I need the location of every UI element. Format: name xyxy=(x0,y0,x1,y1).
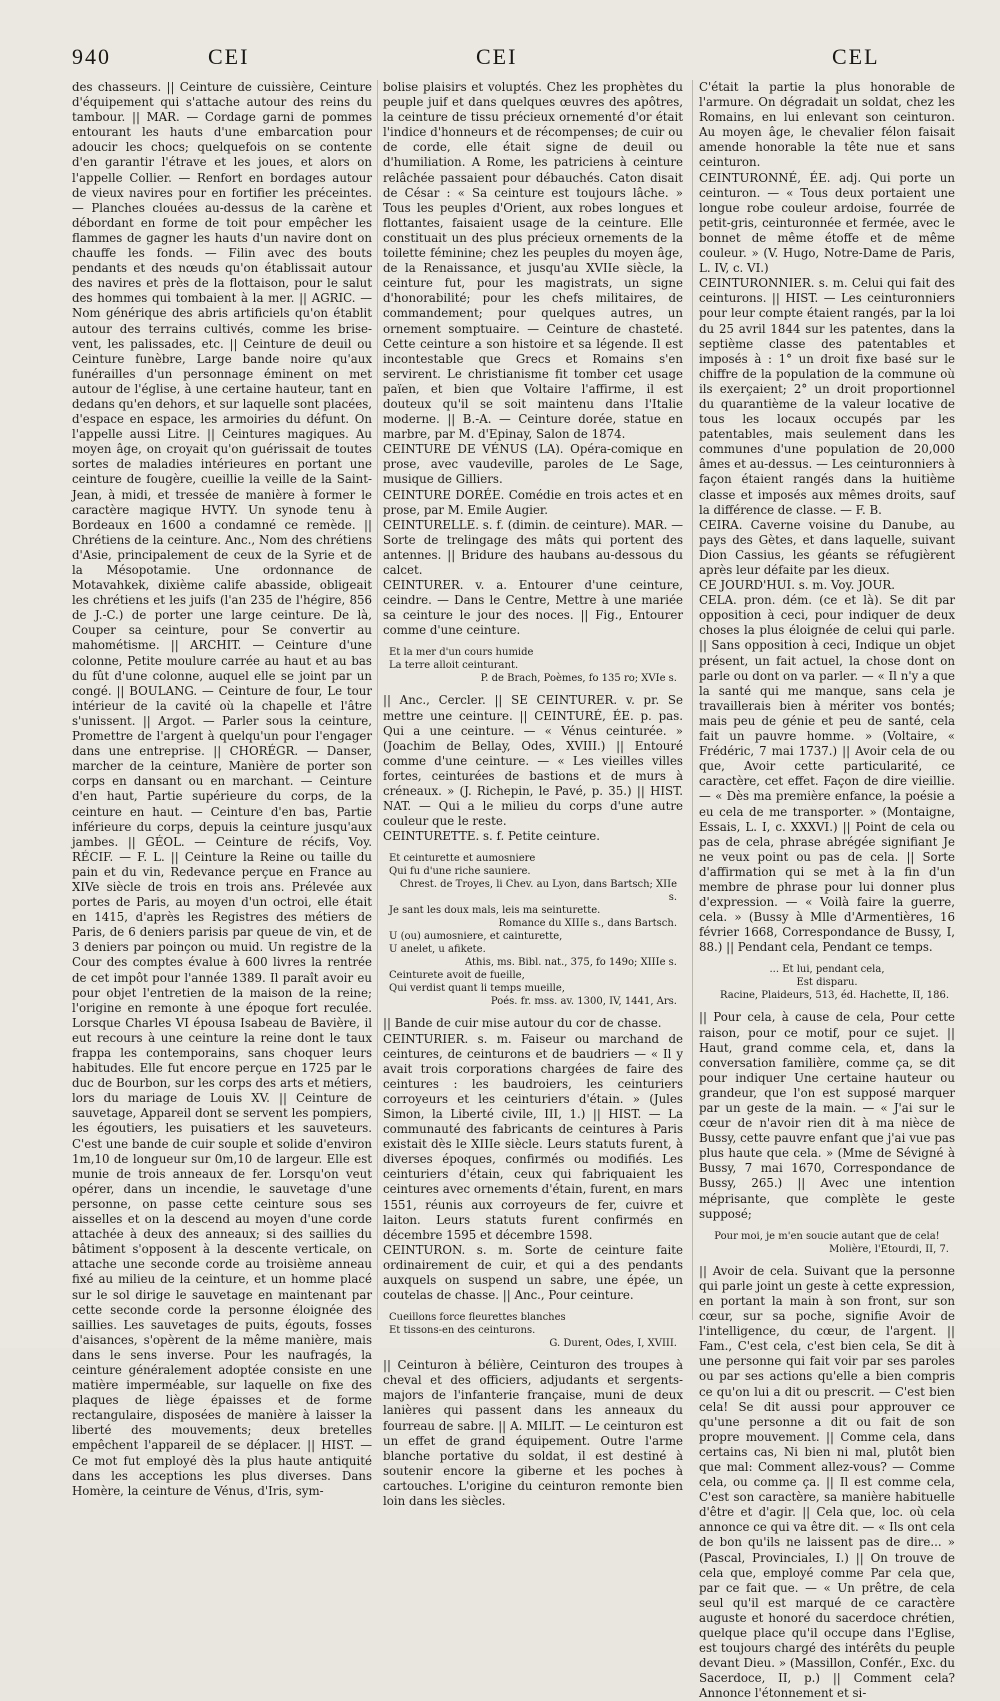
column-right xyxy=(699,80,955,1701)
entry-paragraph: || Avoir de cela. Suivant que la personne qui parle joint un geste à cette expression, en portant la main à son front, sur son cœur, sur sa poche, signifie Avoir de l'intelligence, du cœur, de l'argent. || Fam., C'est cela, c'est bien cela, Se dit à une personne qui fait voir par ses paroles ou par ses actions qu'elle a bien compris ce qu'on lui a dit ou prescrit. — C'est bien cela! Se dit aussi pour approuver ce qu'une personne a dit ou fait de son propre mouvement. || Comme cela, dans certains cas, Ni bien ni mal, plutôt bien que mal: Comment allez-vous? — Comme cela, ou comme ça. || Il est comme cela, C'est son caractère, sa manière habituelle d'être et d'agir. || Cela que, loc. où cela annonce ce qui va être dit. — « Ils ont cela de bon qu'ils ne laissent pas de dire... » (Pascal, Provinciales, I.) || On trouve de cela que, employé comme Par cela que, par ce fait que. — « Un prêtre, de cela seul qu'il est marqué de ce caractère auguste et honoré du sacerdoce chrétien, quelque place qu'il occupe dans l'Eglise, est toujours chargé des intérêts du peuple devant Dieu. » (Massillon, Confér., Exc. du Sacerdoce, II, p.) || Comment cela? Annonce l'étonnement et si- xyxy=(699,1263,955,1701)
citation-block xyxy=(699,963,955,1002)
citation-line: U (ou) aumosniere, et cainturette, xyxy=(389,931,563,943)
column-divider-right xyxy=(692,80,693,1320)
entry-ce-jourdhui: CE JOURD'HUI. s. m. Voy. JOUR. xyxy=(699,578,896,593)
citation-block xyxy=(383,852,683,1008)
entry-ceinturier: CEINTURIER. s. m. Faiseur ou marchand de ceintures, de ceinturons et de baudriers — « Il y avait trois corporations chargées de faire des ceintures : les baudroiers, les ceinturiers corroyeurs et les ceinturiers d'étain. » (Jules Simon, la Liberté civile, III, 1.) || HIST. — La communauté des fabricants de ceintures à Paris existait dès le XIIIe siècle. Leurs statuts furent, à diverses époques, confirmés ou modifiés. Les ceinturiers d'étain, ceux qui fabriquaient les ceintures avec ornements d'étain, furent, en mars 1551, réunis aux corroyeurs de fer, cuivre et laiton. Leurs statuts furent confirmés en décembre 1595 et décembre 1598. xyxy=(383,1031,683,1242)
entry-paragraph: || Pour cela, à cause de cela, Pour cette raison, pour ce motif, pour ce sujet. || Haut, grand comme cela, et, dans la conversation familière, comme ça, se dit pour indiquer Une certaine hauteur ou grandeur, que l'on est supposé marquer par un geste de la main. — « J'ai sur le cœur de n'avoir rien dit à ma nièce de Bussy, cette pauvre enfant que j'ai vue pas plus haute que cela. » (Mme de Sévigné à Bussy, 7 mai 1670, Correspondance de Bussy, 265.) || Avec une intention méprisante, que complète le geste supposé; xyxy=(699,1010,955,1221)
citation-line: Et la mer d'un cours humide xyxy=(389,647,534,659)
citation-source: Romance du XIIIe s., dans Bartsch. xyxy=(498,918,677,930)
entry-paragraph: des chasseurs. || Ceinture de cuissière, Ceinture d'équipement qui s'attache autour des reins du tambour. || MAR. — Cordage garni de pommes entourant les hauts d'une embarcation pour adoucir les chocs; quelquefois on se contente d'en garantir l'étrave et les joues, et alors on l'appelle Collier. — Renfort en bordages autour de vieux navires pour en fortifier les préceintes. — Planches clouées au-dessus de la carène et débordant en forme de toit pour empêcher les flammes de gagner les hauts d'un navire dont on chauffe les fonds. — Filin avec des bouts pendants et des nœuds qu'on établissait autour des navires et près de la flottaison, pour le salut des hommes qui tombaient à la mer. || AGRIC. — Nom générique des abris artificiels qu'on établit autour des terrains cultivés, comme les brise-vent, les palissades, etc. || Ceinture de deuil ou Ceinture funèbre, Large bande noire qu'aux funérailles d'un personnage éminent on met autour de l'église, à une certaine hauteur, tant en dedans qu'en dehors, et sur laquelle sont placées, d'espace en espace, les armoiries du défunt. On l'appelle aussi Litre. || Ceintures magiques. Au moyen âge, on croyait qu'on guérissait de toutes sortes de maladies intérieures en portant une ceinture de fougère, cueillie la veille de la Saint-Jean, à midi, et tressée de manière à former le caractère magique HVTY. Un synode tenu à Bordeaux en 1600 a condamné ce remède. || Chrétiens de la ceinture. Anc., Nom des chrétiens d'Asie, principalement de ceux de la Syrie et de la Mésopotamie. Une ordonnance de Motavahkek, dixième calife abasside, obligeait les chrétiens et les juifs (l'an 235 de l'hégire, 856 de J.-C.) de porter une large ceinture. De là, Couper sa ceinture, pour Se convertir au mahométisme. || ARCHIT. — Ceinture d'une colonne, Petite moulure carrée au haut et au bas du fût d'une colonne, auquel elle se joint par un congé. || BOULANG. — Ceinture de four, Le tour intérieur de la cavité où la chapelle et l'âtre s'unissent. || Argot. — Parler sous la ceinture, Promettre de l'argent à quelqu'un pour l'engager dans une entreprise. || CHORÉGR. — Danser, marcher de la ceinture, Manière de porter son corps en dansant ou en marchant. — Ceinture d'en haut, Partie supérieure du corps, de la ceinture en haut. — Ceinture d'en bas, Partie inférieure du corps, depuis la ceinture jusqu'aux jambes. || GÉOL. — Ceinture de récifs, Voy. RÉCIF. — F. L. || Ceinture la Reine ou taille du pain et du vin, Redevance perçue en France au XIVe siècle de trois en trois ans. Prélevée aux portes de Paris, au moyen d'un octroi, elle était en 1415, d'après les Registres des métiers de Paris, de 6 deniers parisis par queue de vin, et de 3 deniers par poinçon ou muid. Un registre de la Cour des comptes évalue à 600 livres la rentrée de cet impôt pour l'année 1389. Il paraît avoir eu pour objet l'entretien de la maison de la reine; l'origine en remonte à une époque fort reculée. Lorsque Charles VI épousa Isabeau de Bavière, il eut recours à une ceinture la reine dont le taux frappa les contemporains, sans choquer leurs habitudes. Elle fut encore perçue en 1725 par le duc de Bourbon, sur les corps des arts et métiers, lors du mariage de Louis XV. || Ceinture de sauvetage, Appareil dont se servent les pompiers, les égoutiers, les puisatiers et les sauveteurs. C'est une bande de cuir souple et solide d'environ 1m,10 de longueur sur 0m,10 de largeur. Elle est munie de trois anneaux de fer. Lorsqu'on veut opérer, dans un incendie, le sauvetage d'une personne, on passe cette ceinture sous ses aisselles et on la descend au moyen d'une corde attachée à deux des anneaux; si des saillies du bâtiment s'opposent à la descente verticale, on attache une seconde corde au troisième anneau fixé au milieu de la ceinture, et un homme placé sur le sol dirige le sauvetage en maintenant par cette seconde corde la personne éloignée des saillies. Les sauvetages de puits, égouts, fosses d'aisances, s'opèrent de la même manière, mais dans le sens inverse. Pour les naufragés, la ceinture généralement adoptée consiste en une matière imperméable, sur laquelle on fixe des plaques de liège épaisses et de forme rectangulaire, disposées de manière à laisser la liberté des mouvements; deux bretelles empêchent l'appareil de se déplacer. || HIST. — Ce mot fut employé dès la plus haute antiquité dans les acceptions les plus diverses. Dans Homère, la ceinture de Vénus, d'Iris, sym- xyxy=(72,80,372,1498)
citation-line: ... Et lui, pendant cela, xyxy=(769,964,885,976)
citation-line: Ceinturete avoit de fueille, xyxy=(389,970,525,982)
entry-paragraph: || Anc., Cercler. || SE CEINTURER. v. pr. Se mettre une ceinture. || CEINTURÉ, ÉE. p. pas. Qui a une ceinture. — « Vénus ceinturée. » (Joachim de Bellay, Odes, XVIII.) || Entouré comme d'une ceinture. — « Les vieilles villes fortes, ceinturées de bastions et de murs à créneaux. » (J. Richepin, le Pavé, p. 35.) || HIST. NAT. — Qui a le milieu du corps d'une autre couleur que le reste. xyxy=(383,693,683,829)
entry-paragraph: C'était la partie la plus honorable de l'armure. On dégradait un soldat, chez les Romains, en lui enlevant son ceinturon. Au moyen âge, le chevalier félon faisait amende honorable la tête nue et sans ceinturon. xyxy=(699,80,955,170)
entry-ceinturon: CEINTURON. s. m. Sorte de ceinture faite ordinairement de cuir, et qui a des pendants auxquels on suspend un sabre, une épée, un coutelas de chasse. || Anc., Pour ceinture. xyxy=(383,1242,683,1303)
entry-ceinturelle: CEINTURELLE. s. f. (dimin. de ceinture). MAR. — Sorte de trelingage des mâts qui portent des antennes. || Bridure des haubans au-dessous du calcet. xyxy=(383,517,683,577)
entry-ceinture-doree: CEINTURE DORÉE. Comédie en trois actes et en prose, par M. Emile Augier. xyxy=(383,487,683,517)
header-center-word: CEI xyxy=(476,44,518,69)
entry-ceinturer: CEINTURER. v. a. Entourer d'une ceinture, ceindre. — Dans le Centre, Mettre à une mariée sa ceinture le jour des noces. || Fig., Entourer comme d'une ceinture. xyxy=(383,578,683,638)
citation-block xyxy=(699,1230,955,1256)
citation-line: Et tissons-en des ceinturons. xyxy=(389,1325,536,1337)
running-header xyxy=(0,44,1000,76)
page-number: 940 xyxy=(72,44,111,69)
entry-ceinturette: CEINTURETTE. s. f. Petite ceinture. xyxy=(383,829,601,844)
entry-paragraph: || Bande de cuir mise autour du cor de chasse. xyxy=(383,1016,662,1031)
entry-ceinturonne: CEINTURONNÉ, ÉE. adj. Qui porte un ceinturon. — « Tous deux portaient une longue robe couleur ardoise, fourrée de petit-gris, ceinturonnée et fermée, avec le bonnet de même étoffe et de même couleur. » (V. Hugo, Notre-Dame de Paris, L. IV, c. VI.) xyxy=(699,170,955,276)
entry-cela: CELA. pron. dém. (ce et là). Se dit par opposition à ceci, pour indiquer de deux choses la plus éloignée de celui qui parle. || Sans opposition à ceci, Indique un objet présent, un fait actuel, la chose dont on parle ou dont on va parler. — « Il n'y a que la santé qui me manque, sans cela je travaillerais bien à mériter vos bontés; mais peu de génie et peu de santé, cela fait un pauvre homme. » (Voltaire, « Frédéric, 7 mai 1737.) || Avoir cela de ou que, Avoir cette particularité, ce caractère, cet effet. Façon de dire vieillie. — « Dès ma première enfance, la poésie a eu cela de me transporter. » (Montaigne, Essais, L. I, c. XXXVI.) || Point de cela ou pas de cela, phrase abrégée signifiant Je ne veux point ou pas de cela. || Sorte d'affirmation qui se met à la fin d'un membre de phrase pour lui donner plus d'expression. — « Voilà faire la guerre, cela. » (Bussy à Mlle d'Armentières, 16 février 1668, Correspondance de Bussy, I, 88.) || Pendant cela, Pendant ce temps. xyxy=(699,593,955,955)
citation-line: Est disparu. xyxy=(796,977,858,989)
entry-ceinture-de-venus: CEINTURE DE VÉNUS (LA). Opéra-comique en prose, avec vaudeville, paroles de Le Sage, musique de Gilliers. xyxy=(383,442,683,487)
citation-source: Athis, ms. Bibl. nat., 375, fo 149o; XIIIe s. xyxy=(464,957,677,969)
citation-block xyxy=(383,646,683,685)
entry-ceira: CEIRA. Caverne voisine du Danube, au pays des Gètes, et dans laquelle, suivant Dion Cassius, les géants se réfugièrent après leur défaite par les dieux. xyxy=(699,517,955,577)
citation-line: Qui verdist quant li temps mueille, xyxy=(389,983,565,995)
citation-line: Qui fu d'une riche sauniere. xyxy=(389,866,531,878)
citation-source: Chrest. de Troyes, li Chev. au Lyon, dans Bartsch; XIIe s. xyxy=(399,879,677,904)
citation-line: Cueillons force fleurettes blanches xyxy=(389,1312,566,1324)
citation-source: P. de Brach, Poèmes, fo 135 ro; XVIe s. xyxy=(480,673,677,685)
entry-paragraph: || Ceinturon à bélière, Ceinturon des troupes à cheval et des officiers, adjudants et sergents-majors de l'infanterie française, muni de deux lanières qui passent dans les anneaux du fourreau de sabre. || A. MILIT. — Le ceinturon est un effet de grand équipement. Outre l'arme blanche portative du soldat, il est destiné à soutenir encore la giberne et les poches à cartouches. L'origine du ceinturon remonte bien loin dans les siècles. xyxy=(383,1358,683,1509)
citation-line: U anelet, u afikete. xyxy=(389,944,486,956)
citation-line: Et ceinturette et aumosniere xyxy=(389,853,536,865)
citation-source: G. Durent, Odes, I, XVIII. xyxy=(549,1338,677,1350)
column-left xyxy=(72,80,372,1498)
citation-line: Je sant les doux mals, leis ma seinturette. xyxy=(389,905,601,917)
column-middle xyxy=(383,80,683,1509)
header-left-word: CEI xyxy=(208,44,250,69)
citation-source: Racine, Plaideurs, 513, éd. Hachette, II, 186. xyxy=(720,990,949,1002)
citation-source: Poés. fr. mss. av. 1300, IV, 1441, Ars. xyxy=(490,996,677,1008)
header-right-word: CEL xyxy=(832,44,880,69)
citation-block xyxy=(383,1311,683,1350)
entry-ceinturonnier: CEINTURONNIER. s. m. Celui qui fait des ceinturons. || HIST. — Les ceinturonniers pour leur compte étaient rangés, par la loi du 25 avril 1844 sur les patentes, dans la septième classe des patentables et imposés à : 1° un droit fixe basé sur le chiffre de la population de la commune où ils exerçaient; 2° un droit proportionnel du quarantième de la valeur locative de tous les locaux occupés par les patentables, mais seulement dans les communes d'une population de 20,000 âmes et au-dessus. — Les ceinturonniers à façon étaient rangés dans la huitième classe et imposés aux mêmes droits, sauf la différence de classe. — F. B. xyxy=(699,276,955,517)
citation-source: Molière, l'Etourdi, II, 7. xyxy=(829,1243,949,1255)
citation-line: La terre alloit ceinturant. xyxy=(389,660,519,672)
citation-line: Pour moi, je m'en soucie autant que de cela! xyxy=(714,1230,940,1242)
entry-paragraph: bolise plaisirs et voluptés. Chez les prophètes du peuple juif et dans quelques œuvres des apôtres, la ceinture de tissu précieux ornementé d'or était l'indice d'honneurs et de récompenses; de cuir ou de corde, elle était signe de deuil ou d'humiliation. A Rome, les patriciens à ceinture relâchée passaient pour débauchés. Caton disait de César : « Sa ceinture est toujours lâche. » Tous les peuples d'Orient, aux robes longues et flottantes, faisaient usage de la ceinture. Elle constituait un des plus précieux ornements de la toilette féminine; chez les peuples du moyen âge, de la Renaissance, et jusqu'au XVIIe siècle, la ceinture fut, pour les magistrats, un signe d'honorabilité; pour les chefs militaires, de commandement; pour quelques autres, un ornement somptuaire. — Ceinture de chasteté. Cette ceinture a son histoire et sa légende. Il est incontestable que Grecs et Romains s'en servirent. Le christianisme fit tomber cet usage païen, et bien que Voltaire l'affirme, il est douteux qu'il se soit maintenu dans l'Italie moderne. || B.-A. — Ceinture dorée, statue en marbre, par M. d'Epinay, Salon de 1874. xyxy=(383,80,683,442)
column-divider-left xyxy=(377,80,378,1320)
